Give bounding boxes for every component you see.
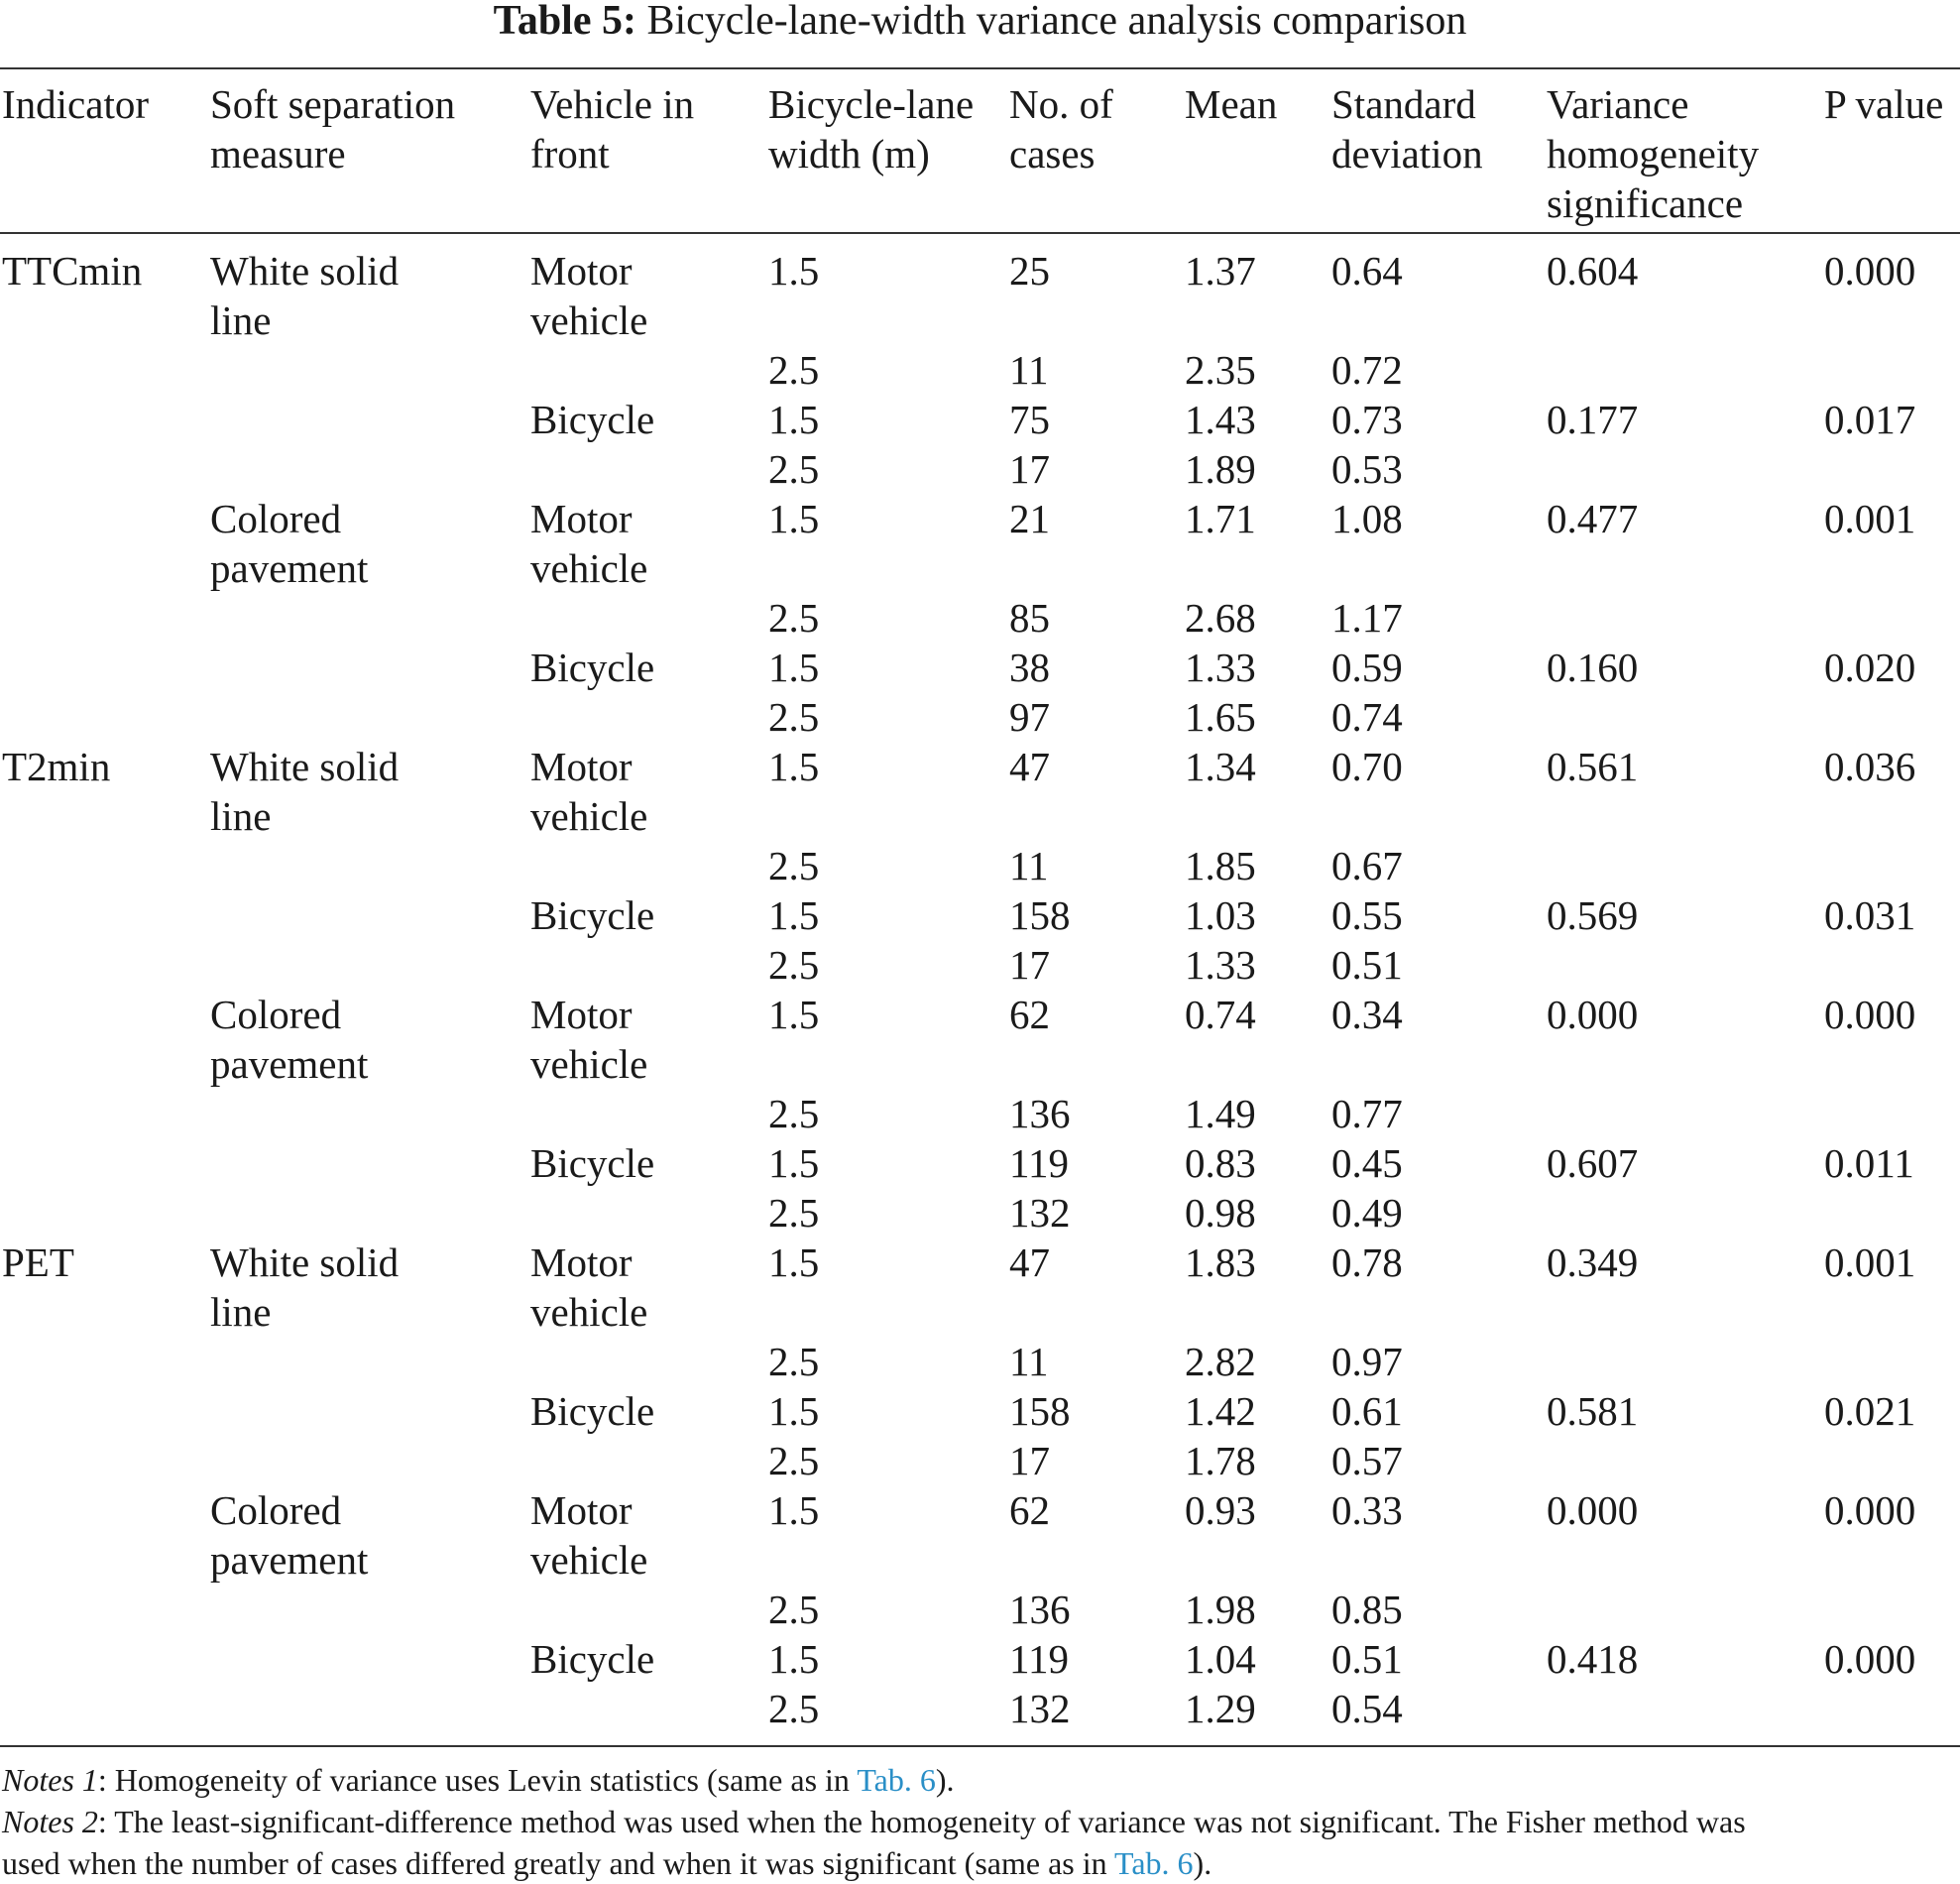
p-value-cell: 0.000 [1824,1636,1916,1682]
caption-text: Bicycle-lane-width variance analysis comparison [646,0,1467,44]
vehicle-cell: Bicycle [530,1140,655,1186]
column-header: No. of [1009,81,1113,127]
lane-width-cell: 2.5 [768,1587,820,1632]
lane-width-cell: 2.5 [768,843,820,888]
std-dev-cell: 0.77 [1331,1091,1403,1136]
vehicle-cell: vehicle [530,1537,648,1583]
variance-homogeneity-cell: 0.607 [1547,1140,1639,1186]
std-dev-cell: 0.45 [1331,1140,1403,1186]
separation-measure-cell: Colored [210,992,342,1037]
mean-cell: 1.85 [1185,843,1256,888]
cases-cell: 17 [1009,942,1050,988]
lane-width-cell: 2.5 [768,1686,820,1731]
variance-homogeneity-cell: 0.349 [1547,1239,1639,1285]
lane-width-cell: 2.5 [768,1190,820,1236]
vehicle-cell: Motor [530,992,633,1037]
mean-cell: 0.93 [1185,1487,1256,1533]
vehicle-cell: vehicle [530,1289,648,1335]
separation-measure-cell: line [210,793,272,839]
cases-cell: 158 [1009,892,1071,938]
mean-cell: 0.83 [1185,1140,1256,1186]
lane-width-cell: 2.5 [768,1339,820,1384]
mean-cell: 1.04 [1185,1636,1256,1682]
std-dev-cell: 0.55 [1331,892,1403,938]
vehicle-cell: Motor [530,1487,633,1533]
p-value-cell: 0.036 [1824,744,1916,789]
mean-cell: 1.98 [1185,1587,1256,1632]
lane-width-cell: 2.5 [768,446,820,492]
separation-measure-cell: White solid [210,248,400,294]
vehicle-cell: Bicycle [530,1636,655,1682]
cases-cell: 47 [1009,1239,1050,1285]
std-dev-cell: 0.34 [1331,992,1403,1037]
lane-width-cell: 1.5 [768,248,820,294]
variance-homogeneity-cell: 0.160 [1547,645,1639,690]
p-value-cell: 0.021 [1824,1388,1916,1434]
std-dev-cell: 0.61 [1331,1388,1403,1434]
cases-cell: 21 [1009,496,1050,541]
mean-cell: 2.68 [1185,595,1256,641]
p-value-cell: 0.017 [1824,397,1916,442]
note-text: used when the number of cases differed greatly and when it was significant (same as in [2,1845,1115,1881]
mean-cell: 2.82 [1185,1339,1256,1384]
p-value-cell: 0.001 [1824,1239,1916,1285]
std-dev-cell: 0.59 [1331,645,1403,690]
cases-cell: 11 [1009,843,1049,888]
std-dev-cell: 1.17 [1331,595,1403,641]
cases-cell: 132 [1009,1686,1071,1731]
note-line [2,1759,1955,1801]
column-header: width (m) [768,131,930,177]
lane-width-cell: 2.5 [768,595,820,641]
std-dev-cell: 0.51 [1331,1636,1403,1682]
variance-homogeneity-cell: 0.000 [1547,992,1639,1037]
variance-homogeneity-cell: 0.581 [1547,1388,1639,1434]
lane-width-cell: 2.5 [768,1438,820,1483]
std-dev-cell: 0.53 [1331,446,1403,492]
column-header: significance [1547,180,1744,226]
lane-width-cell: 2.5 [768,347,820,393]
caption-label: Table 5: [493,0,636,44]
cases-cell: 47 [1009,744,1050,789]
lane-width-cell: 1.5 [768,744,820,789]
lane-width-cell: 2.5 [768,694,820,740]
indicator-cell: PET [2,1239,74,1285]
p-value-cell: 0.000 [1824,1487,1916,1533]
lane-width-cell: 2.5 [768,942,820,988]
mean-cell: 0.98 [1185,1190,1256,1236]
indicator-cell: T2min [2,744,111,789]
cases-cell: 17 [1009,446,1050,492]
separation-measure-cell: Colored [210,496,342,541]
separation-measure-cell: Colored [210,1487,342,1533]
lane-width-cell: 1.5 [768,645,820,690]
note-label: Notes 1 [2,1762,98,1798]
std-dev-cell: 0.33 [1331,1487,1403,1533]
p-value-cell: 0.001 [1824,496,1916,541]
std-dev-cell: 0.57 [1331,1438,1403,1483]
mean-cell: 1.42 [1185,1388,1256,1434]
cases-cell: 62 [1009,1487,1050,1533]
table-reference-link[interactable]: Tab. 6 [857,1762,936,1798]
cases-cell: 132 [1009,1190,1071,1236]
vehicle-cell: Motor [530,248,633,294]
mean-cell: 1.03 [1185,892,1256,938]
column-header: homogeneity [1547,131,1760,177]
mean-cell: 1.33 [1185,942,1256,988]
column-header: measure [210,131,346,177]
std-dev-cell: 1.08 [1331,496,1403,541]
note-line [2,1801,1955,1842]
column-header: front [530,131,610,177]
lane-width-cell: 2.5 [768,1091,820,1136]
vehicle-cell: Bicycle [530,645,655,690]
std-dev-cell: 0.49 [1331,1190,1403,1236]
vehicle-cell: Bicycle [530,892,655,938]
column-header: Mean [1185,81,1278,127]
cases-cell: 38 [1009,645,1050,690]
std-dev-cell: 0.54 [1331,1686,1403,1731]
vehicle-cell: Bicycle [530,397,655,442]
std-dev-cell: 0.72 [1331,347,1403,393]
mean-cell: 1.29 [1185,1686,1256,1731]
std-dev-cell: 0.67 [1331,843,1403,888]
indicator-cell: TTCmin [2,248,143,294]
mean-cell: 1.71 [1185,496,1256,541]
note-text: : Homogeneity of variance uses Levin statistics (same as in [97,1762,858,1798]
table-caption [0,0,1960,46]
std-dev-cell: 0.85 [1331,1587,1403,1632]
p-value-cell: 0.011 [1824,1140,1914,1186]
std-dev-cell: 0.64 [1331,248,1403,294]
mean-cell: 1.37 [1185,248,1256,294]
lane-width-cell: 1.5 [768,397,820,442]
lane-width-cell: 1.5 [768,496,820,541]
vehicle-cell: vehicle [530,545,648,591]
vehicle-cell: Motor [530,496,633,541]
vehicle-cell: vehicle [530,297,648,343]
mean-cell: 1.34 [1185,744,1256,789]
cases-cell: 97 [1009,694,1050,740]
cases-cell: 136 [1009,1587,1071,1632]
cases-cell: 11 [1009,347,1049,393]
table-reference-link[interactable]: Tab. 6 [1114,1845,1194,1881]
mean-cell: 1.65 [1185,694,1256,740]
separation-measure-cell: pavement [210,1041,369,1087]
column-header: Standard [1331,81,1476,127]
vehicle-cell: Motor [530,1239,633,1285]
cases-cell: 11 [1009,1339,1049,1384]
note-label: Notes 2 [2,1804,98,1839]
vehicle-cell: vehicle [530,1041,648,1087]
note-line [2,1842,1955,1884]
mean-cell: 1.33 [1185,645,1256,690]
cases-cell: 119 [1009,1636,1069,1682]
mean-cell: 1.83 [1185,1239,1256,1285]
variance-homogeneity-cell: 0.418 [1547,1636,1639,1682]
lane-width-cell: 1.5 [768,992,820,1037]
p-value-cell: 0.000 [1824,992,1916,1037]
mean-cell: 1.78 [1185,1438,1256,1483]
vehicle-cell: Motor [530,744,633,789]
header-rule [0,232,1960,234]
cases-cell: 25 [1009,248,1050,294]
separation-measure-cell: pavement [210,545,369,591]
note-text: ). [1193,1845,1212,1881]
note-text: : The least-significant-difference method was used when the homogeneity of variance was not significant. The Fisher method was [97,1804,1746,1839]
column-header: Soft separation [210,81,456,127]
separation-measure-cell: White solid [210,1239,400,1285]
column-header: Vehicle in [530,81,695,127]
variance-homogeneity-cell: 0.569 [1547,892,1639,938]
variance-homogeneity-cell: 0.000 [1547,1487,1639,1533]
mean-cell: 0.74 [1185,992,1256,1037]
mean-cell: 2.35 [1185,347,1256,393]
cases-cell: 158 [1009,1388,1071,1434]
mean-cell: 1.43 [1185,397,1256,442]
column-header: Variance [1547,81,1689,127]
cases-cell: 75 [1009,397,1050,442]
variance-homogeneity-cell: 0.604 [1547,248,1639,294]
vehicle-cell: Bicycle [530,1388,655,1434]
lane-width-cell: 1.5 [768,1239,820,1285]
p-value-cell: 0.000 [1824,248,1916,294]
lane-width-cell: 1.5 [768,1388,820,1434]
column-header: Indicator [2,81,149,127]
cases-cell: 62 [1009,992,1050,1037]
variance-homogeneity-cell: 0.561 [1547,744,1639,789]
mean-cell: 1.89 [1185,446,1256,492]
std-dev-cell: 0.70 [1331,744,1403,789]
p-value-cell: 0.020 [1824,645,1916,690]
separation-measure-cell: line [210,1289,272,1335]
top-rule [0,67,1960,69]
note-text: ). [935,1762,955,1798]
separation-measure-cell: line [210,297,272,343]
bottom-rule [0,1745,1960,1747]
separation-measure-cell: White solid [210,744,400,789]
std-dev-cell: 0.78 [1331,1239,1403,1285]
cases-cell: 136 [1009,1091,1071,1136]
lane-width-cell: 1.5 [768,892,820,938]
std-dev-cell: 0.97 [1331,1339,1403,1384]
variance-homogeneity-cell: 0.177 [1547,397,1639,442]
column-header: P value [1824,81,1944,127]
cases-cell: 85 [1009,595,1050,641]
separation-measure-cell: pavement [210,1537,369,1583]
cases-cell: 17 [1009,1438,1050,1483]
column-header: Bicycle-lane [768,81,975,127]
lane-width-cell: 1.5 [768,1487,820,1533]
std-dev-cell: 0.51 [1331,942,1403,988]
column-header: deviation [1331,131,1483,177]
mean-cell: 1.49 [1185,1091,1256,1136]
variance-homogeneity-cell: 0.477 [1547,496,1639,541]
vehicle-cell: vehicle [530,793,648,839]
std-dev-cell: 0.74 [1331,694,1403,740]
p-value-cell: 0.031 [1824,892,1916,938]
column-header: cases [1009,131,1095,177]
lane-width-cell: 1.5 [768,1140,820,1186]
cases-cell: 119 [1009,1140,1069,1186]
std-dev-cell: 0.73 [1331,397,1403,442]
lane-width-cell: 1.5 [768,1636,820,1682]
